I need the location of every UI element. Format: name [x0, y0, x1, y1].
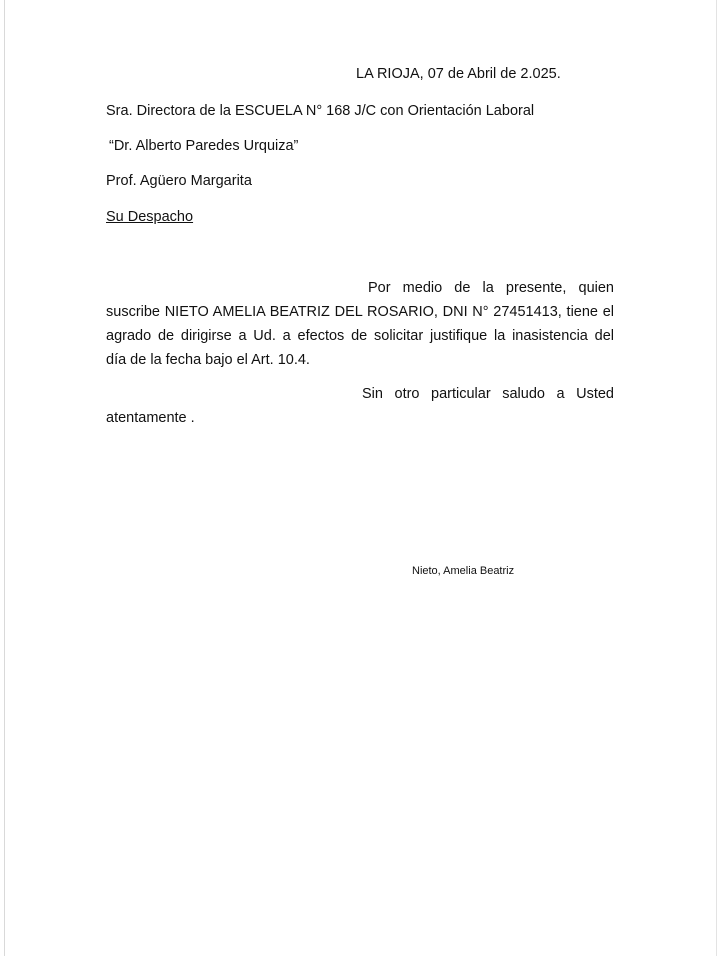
office-line: Su Despacho [106, 209, 194, 225]
page-right-border [716, 0, 717, 956]
page-left-border [4, 0, 5, 956]
recipient-line: Sra. Directora de la ESCUELA N° 168 J/C con Orientación Laboral [106, 103, 535, 119]
body-line: agrado de dirigirse a Ud. a efectos de solicitar justifique la inasistencia del [106, 328, 614, 344]
closing-paragraph [106, 382, 614, 430]
closing-line: Sin otro particular saludo a Usted [362, 386, 614, 402]
signature-name: Nieto, Amelia Beatriz [412, 565, 515, 577]
closing-line: atentamente . [106, 410, 195, 426]
body-line: día de la fecha bajo el Art. 10.4. [106, 352, 310, 368]
body-line: Por medio de la presente, quien [368, 280, 614, 296]
school-name: “Dr. Alberto Paredes Urquiza” [109, 138, 299, 154]
body-paragraph [106, 276, 614, 372]
director-name: Prof. Agüero Margarita [106, 173, 252, 189]
date-line: LA RIOJA, 07 de Abril de 2.025. [356, 66, 561, 82]
body-line: suscribe NIETO AMELIA BEATRIZ DEL ROSARIO, DNI N° 27451413, tiene el [106, 304, 614, 320]
